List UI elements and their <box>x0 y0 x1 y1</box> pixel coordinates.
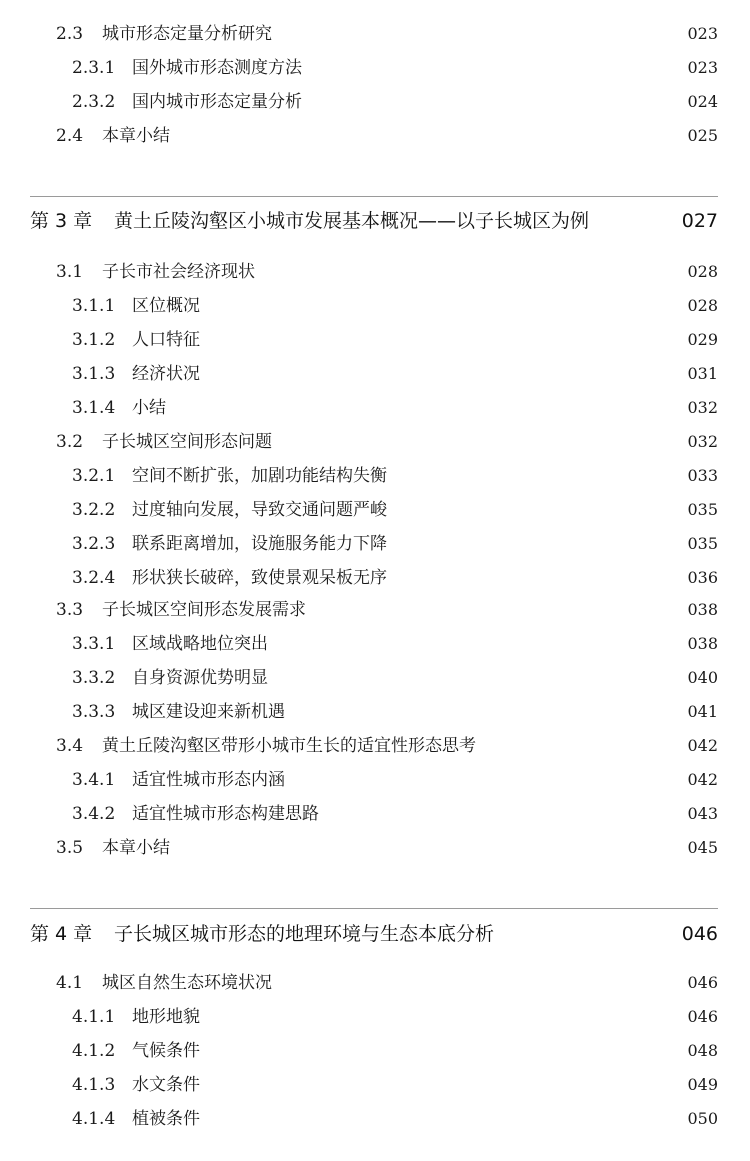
toc-entry-3-2-3[interactable] <box>0 527 750 561</box>
toc-entry-number: 3.3 <box>56 600 84 620</box>
toc-entry-4-1[interactable] <box>0 966 750 1000</box>
toc-entry-number: 2.3 <box>56 24 84 44</box>
toc-entry-3-2[interactable] <box>0 425 750 459</box>
toc-entry-page: 028 <box>687 262 718 281</box>
toc-entry-2-3-1[interactable] <box>0 51 750 85</box>
toc-entry-3-1[interactable] <box>0 255 750 289</box>
toc-entry-number: 4.1.1 <box>72 1007 116 1027</box>
toc-entry-4-1-2[interactable] <box>0 1034 750 1068</box>
toc-entry-3-3-2[interactable] <box>0 661 750 695</box>
toc-entry-title: 联系距离增加，设施服务能力下降 <box>132 534 387 554</box>
toc-entry-page: 050 <box>687 1109 718 1128</box>
toc-entry-title: 本章小结 <box>102 126 170 146</box>
toc-entry-number: 3.3.1 <box>72 634 116 654</box>
toc-entry-number: 3.1.3 <box>72 364 116 384</box>
toc-entry-3-4-1[interactable] <box>0 763 750 797</box>
toc-entry-number: 3.2.2 <box>72 500 116 520</box>
toc-entry-page: 048 <box>687 1041 718 1060</box>
toc-entry-number: 2.3.1 <box>72 58 116 78</box>
toc-entry-page: 041 <box>687 702 718 721</box>
toc-entry-number: 3.1.1 <box>72 296 116 316</box>
chapter-3-divider <box>30 196 718 197</box>
toc-entry-number: 3.4 <box>56 736 84 756</box>
toc-entry-number: 3.1.2 <box>72 330 116 350</box>
toc-entry-number: 3.3.3 <box>72 702 116 722</box>
toc-entry-page: 029 <box>687 330 718 349</box>
toc-entry-number: 3.5 <box>56 838 84 858</box>
toc-entry-title: 城市形态定量分析研究 <box>102 24 272 44</box>
toc-entry-number: 4.1.4 <box>72 1109 116 1129</box>
toc-entry-title: 国外城市形态测度方法 <box>132 58 302 78</box>
toc-entry-page: 046 <box>687 973 718 992</box>
chapter-4-divider <box>30 908 718 909</box>
toc-entry-page: 042 <box>687 770 718 789</box>
chapter-label: 第 3 章 <box>30 210 93 232</box>
toc-entry-page: 032 <box>687 398 718 417</box>
toc-entry-number: 2.3.2 <box>72 92 116 112</box>
toc-entry-3-5[interactable] <box>0 831 750 865</box>
toc-entry-page: 045 <box>687 838 718 857</box>
toc-entry-page: 035 <box>687 534 718 553</box>
toc-entry-page: 036 <box>687 568 718 587</box>
toc-entry-title: 形状狭长破碎，致使景观呆板无序 <box>132 568 387 588</box>
toc-entry-title: 子长市社会经济现状 <box>102 262 255 282</box>
chapter-title: 子长城区城市形态的地理环境与生态本底分析 <box>114 923 495 945</box>
toc-entry-3-2-2[interactable] <box>0 493 750 527</box>
toc-entry-number: 3.2.3 <box>72 534 116 554</box>
toc-entry-page: 038 <box>687 600 718 619</box>
toc-entry-3-1-2[interactable] <box>0 323 750 357</box>
toc-entry-page: 028 <box>687 296 718 315</box>
chapter-title: 黄土丘陵沟壑区小城市发展基本概况——以子长城区为例 <box>114 210 590 232</box>
toc-entry-number: 3.2.1 <box>72 466 116 486</box>
toc-entry-number: 3.1 <box>56 262 84 282</box>
toc-entry-title: 适宜性城市形态构建思路 <box>132 804 319 824</box>
toc-entry-title: 空间不断扩张，加剧功能结构失衡 <box>132 466 387 486</box>
toc-entry-page: 023 <box>687 58 718 77</box>
toc-entry-4-1-1[interactable] <box>0 1000 750 1034</box>
toc-entry-number: 3.4.1 <box>72 770 116 790</box>
toc-entry-number: 3.4.2 <box>72 804 116 824</box>
toc-entry-title: 地形地貌 <box>132 1007 200 1027</box>
toc-entry-page: 043 <box>687 804 718 823</box>
toc-entry-title: 植被条件 <box>132 1109 200 1129</box>
toc-entry-3-3[interactable] <box>0 593 750 627</box>
toc-entry-number: 3.2.4 <box>72 568 116 588</box>
toc-entry-page: 046 <box>687 1007 718 1026</box>
toc-entry-title: 城区自然生态环境状况 <box>102 973 272 993</box>
toc-entry-number: 3.3.2 <box>72 668 116 688</box>
toc-entry-3-3-1[interactable] <box>0 627 750 661</box>
toc-entry-title: 小结 <box>132 398 166 418</box>
toc-entry-page: 033 <box>687 466 718 485</box>
toc-entry-title: 子长城区空间形态问题 <box>102 432 272 452</box>
toc-entry-number: 2.4 <box>56 126 84 146</box>
chapter-label: 第 4 章 <box>30 923 93 945</box>
toc-entry-number: 4.1.3 <box>72 1075 116 1095</box>
toc-entry-page: 038 <box>687 634 718 653</box>
toc-entry-4-1-3[interactable] <box>0 1068 750 1102</box>
toc-entry-page: 032 <box>687 432 718 451</box>
toc-entry-title: 区位概况 <box>132 296 200 316</box>
toc-entry-4-1-4[interactable] <box>0 1102 750 1136</box>
toc-entry-2-3[interactable] <box>0 17 750 51</box>
toc-entry-number: 4.1.2 <box>72 1041 116 1061</box>
toc-entry-title: 自身资源优势明显 <box>132 668 268 688</box>
toc-entry-3-3-3[interactable] <box>0 695 750 729</box>
chapter-4-heading[interactable] <box>0 914 750 954</box>
toc-entry-number: 3.2 <box>56 432 84 452</box>
toc-entry-page: 024 <box>687 92 718 111</box>
chapter-page: 046 <box>681 923 718 945</box>
toc-entry-3-1-1[interactable] <box>0 289 750 323</box>
toc-entry-3-4[interactable] <box>0 729 750 763</box>
toc-entry-2-3-2[interactable] <box>0 85 750 119</box>
toc-entry-number: 3.1.4 <box>72 398 116 418</box>
toc-entry-title: 人口特征 <box>132 330 200 350</box>
toc-entry-title: 过度轴向发展，导致交通问题严峻 <box>132 500 387 520</box>
toc-entry-3-4-2[interactable] <box>0 797 750 831</box>
toc-entry-title: 国内城市形态定量分析 <box>132 92 302 112</box>
toc-entry-3-1-3[interactable] <box>0 357 750 391</box>
toc-entry-title: 气候条件 <box>132 1041 200 1061</box>
toc-entry-title: 城区建设迎来新机遇 <box>132 702 285 722</box>
toc-entry-page: 035 <box>687 500 718 519</box>
toc-entry-title: 适宜性城市形态内涵 <box>132 770 285 790</box>
toc-entry-page: 031 <box>687 364 718 383</box>
toc-entry-title: 子长城区空间形态发展需求 <box>102 600 306 620</box>
toc-entry-title: 黄土丘陵沟壑区带形小城市生长的适宜性形态思考 <box>102 736 476 756</box>
toc-entry-page: 023 <box>687 24 718 43</box>
toc-entry-3-2-4[interactable] <box>0 561 750 595</box>
toc-entry-title: 水文条件 <box>132 1075 200 1095</box>
toc-entry-2-4[interactable] <box>0 119 750 153</box>
toc-entry-title: 区域战略地位突出 <box>132 634 268 654</box>
toc-entry-number: 4.1 <box>56 973 84 993</box>
chapter-3-heading[interactable] <box>0 201 750 241</box>
toc-entry-3-2-1[interactable] <box>0 459 750 493</box>
toc-entry-page: 040 <box>687 668 718 687</box>
toc-entry-title: 本章小结 <box>102 838 170 858</box>
toc-entry-page: 042 <box>687 736 718 755</box>
toc-entry-3-1-4[interactable] <box>0 391 750 425</box>
toc-entry-page: 049 <box>687 1075 718 1094</box>
chapter-page: 027 <box>681 210 718 232</box>
toc-entry-page: 025 <box>687 126 718 145</box>
toc-entry-title: 经济状况 <box>132 364 200 384</box>
